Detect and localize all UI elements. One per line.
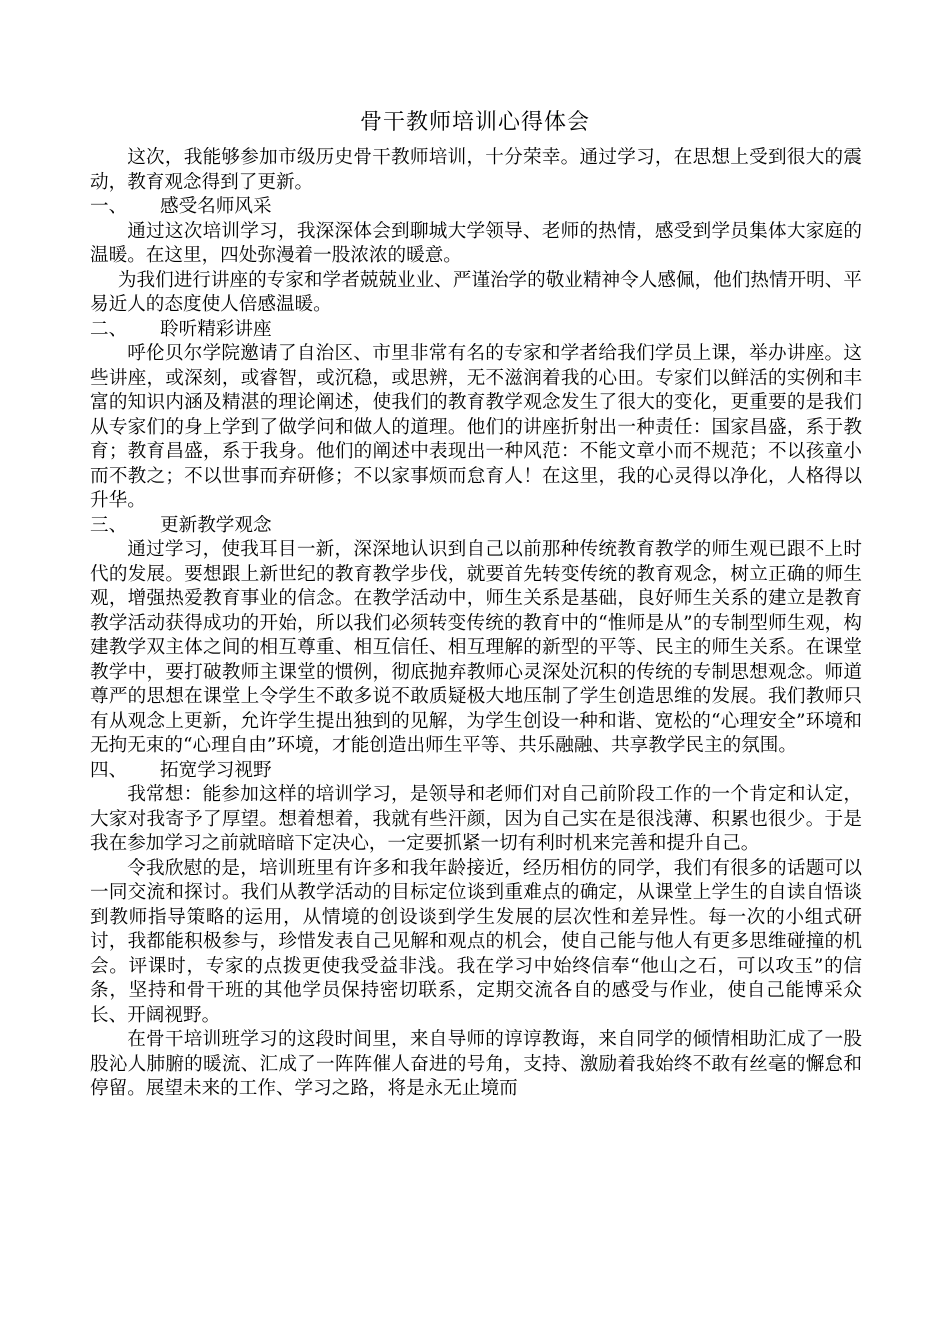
paragraph: 令我欣慰的是，培训班里有许多和我年龄接近，经历相仿的同学，我们有很多的话题可以一同交流和探讨。我们从教学活动的目标定位谈到重难点的确定，从课堂上学生的自读自悟谈到教师指导策略的运用，从情境的创设谈到学生发展的层次性和差异性。每一次的小组式研讨，我都能积极参与，珍惜发表自己见解和观点的机会，使自己能与他人有更多思维碰撞的机会。评课时，专家的点拨更使我受益非浅。我在学习中始终信奉“他山之石，可以攻玉”的信条，坚持和骨干班的其他学员保持密切联系，定期交流各自的感受与作业，使自己能博采众长、开阔视野。 <box>90 857 862 1026</box>
paragraph: 通过这次培训学习，我深深体会到聊城大学领导、老师的热情，感受到学员集体大家庭的温暖。在这里，四处弥漫着一股浓浓的暖意。 <box>90 220 862 266</box>
section-title: 更新教学观念 <box>160 514 272 536</box>
section-title: 拓宽学习视野 <box>160 759 272 781</box>
section-number: 一、 <box>90 196 128 217</box>
section-title: 感受名师风采 <box>160 196 272 217</box>
paragraph: 呼伦贝尔学院邀请了自治区、市里非常有名的专家和学者给我们学员上课，举办讲座。这些讲座，或深刻，或睿智，或沉稳，或思辨，无不滋润着我的心田。专家们以鲜活的实例和丰富的知识内涵及精湛的理论阐述，使我们的教育教学观念发生了很大的变化，更重要的是我们从专家们的身上学到了做学问和做人的道理。他们的讲座折射出一种责任：国家昌盛，系于教育；教育昌盛，系于我身。他们的阐述中表现出一种风范：不能文章小而不规范；不以孩童小而不教之；不以世事而弃研修；不以家事烦而怠育人！在这里，我的心灵得以净化，人格得以升华。 <box>90 343 862 511</box>
section-number: 二、 <box>90 318 128 340</box>
section-number: 四、 <box>90 759 128 781</box>
section-number: 三、 <box>90 514 128 536</box>
section-heading-2 <box>90 318 862 343</box>
section-heading-3 <box>90 514 862 539</box>
paragraph: 我常想：能参加这样的培训学习，是领导和老师们对自己前阶段工作的一个肯定和认定，大家对我寄予了厚望。想着想着，我就有些汗颜，因为自己实在是很浅薄、积累也很少。于是我在参加学习之前就暗暗下定决心，一定要抓紧一切有利时机来完善和提升自己。 <box>90 784 862 854</box>
paragraph: 为我们进行讲座的专家和学者兢兢业业、严谨治学的敬业精神令人感佩，他们热情开明、平易近人的态度使人倍感温暖。 <box>90 269 862 315</box>
section-title: 聆听精彩讲座 <box>160 318 272 340</box>
document-title: 骨干教师培训心得体会 <box>359 110 590 135</box>
section-heading-4 <box>90 759 862 784</box>
paragraph: 在骨干培训班学习的这段时间里，来自导师的谆谆教诲，来自同学的倾情相助汇成了一股股沁人肺腑的暖流、汇成了一阵阵催人奋进的号角，支持、激励着我始终不敢有丝毫的懈怠和停留。展望未来的工作、学习之路，将是永无止境而 <box>90 1029 862 1099</box>
intro-paragraph: 这次，我能够参加市级历史骨干教师培训，十分荣幸。通过学习，在思想上受到很大的震动，教育观念得到了更新。 <box>90 147 862 193</box>
paragraph: 通过学习，使我耳目一新，深深地认识到自己以前那种传统教育教学的师生观已跟不上时代的发展。要想跟上新世纪的教育教学步伐，就要首先转变传统的教育观念，树立正确的师生观，增强热爱教育事业的信念。在教学活动中，师生关系是基础，良好师生关系的建立是教育教学活动获得成功的开始，所以我们必须转变传统的教育中的“惟师是从”的专制型师生观，构建教学双主体之间的相互尊重、相互信任、相互理解的新型的平等、民主的师生关系。在课堂教学中，要打破教师主课堂的惯例，彻底抛弃教师心灵深处沉积的传统的专制思想观念。师道尊严的思想在课堂上令学生不敢多说不敢质疑极大地压制了学生创造思维的发展。我们教师只有从观念上更新，允许学生提出独到的见解，为学生创设一种和谐、宽松的“心理安全”环境和无拘无束的“心理自由”环境，才能创造出师生平等、共乐融融、共享教学民主的氛围。 <box>90 539 862 756</box>
section-heading-1 <box>90 195 862 220</box>
document-body <box>90 146 862 1102</box>
